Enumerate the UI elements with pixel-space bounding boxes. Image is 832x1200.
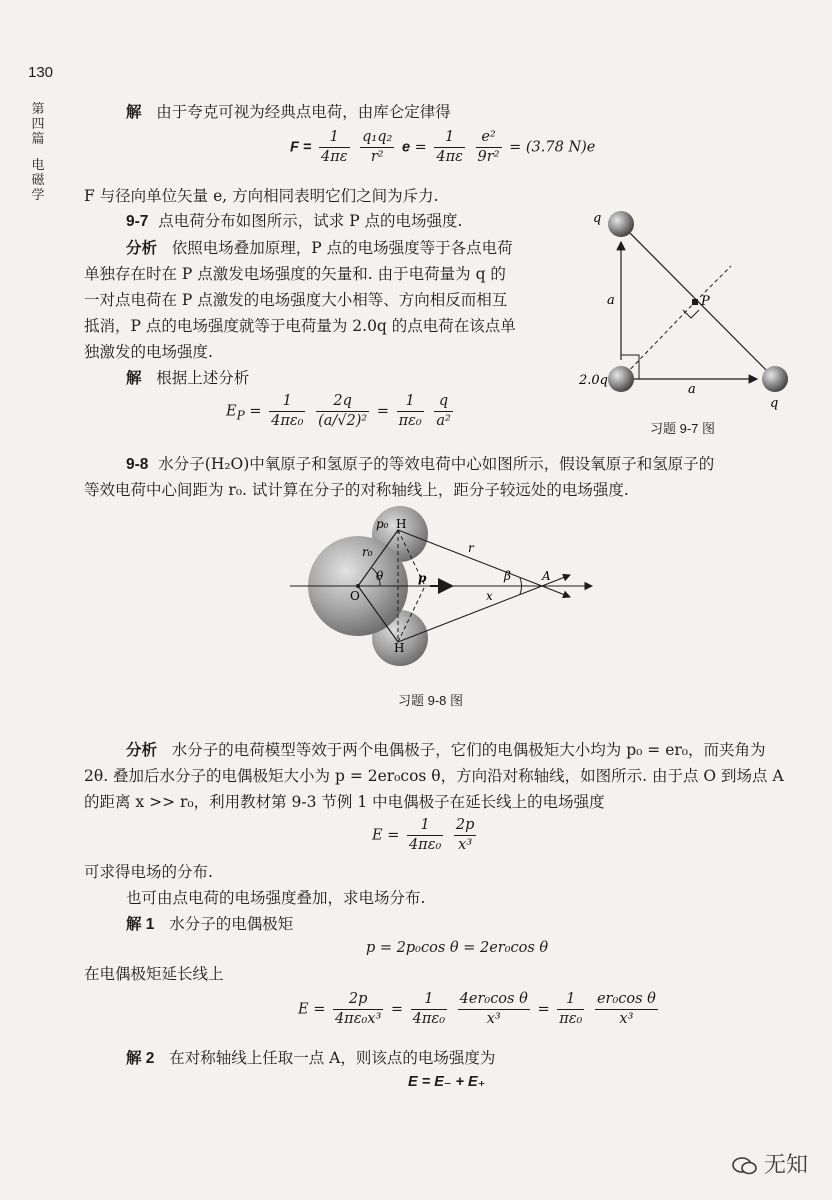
fig98-label-r0: r₀ bbox=[362, 545, 373, 559]
eq5-frac5: $\frac{\text{er₀cos θ}}{\text{x³}}$ bbox=[596, 991, 656, 1027]
fig98-label-O: O bbox=[350, 589, 360, 603]
eq3-frac2: $\frac{2p}{\text{x³}}$ bbox=[455, 817, 475, 853]
figure-9-7 bbox=[579, 200, 815, 420]
analysis-9-8-line-2: 2θ. 叠加后水分子的电偶极矩大小为 p = 2er₀cos θ，方向沿对称轴线，如图所示. 由于点 O 到场点 A bbox=[84, 767, 784, 785]
fig97-label-a-left: a bbox=[607, 293, 615, 308]
fig98-point-O bbox=[356, 584, 360, 588]
fig98-label-theta: θ bbox=[376, 569, 384, 583]
fig97-charge-top bbox=[608, 211, 634, 237]
fig97-dashed-diagonal bbox=[621, 302, 695, 379]
problem-9-7-text: 点电荷分布如图所示，试求 P 点的电场强度. bbox=[158, 212, 463, 230]
eq1-equals: = bbox=[414, 139, 427, 156]
eq2-frac4: $\frac{q}{\text{a²}}$ bbox=[436, 393, 451, 429]
eq2-frac3: $\frac{1}{\text{πε₀}}$ bbox=[398, 393, 422, 429]
alternative-method-statement: 也可由点电荷的电场强度叠加，求电场分布. bbox=[126, 889, 426, 907]
extension-line-statement: 在电偶极矩延长线上 bbox=[84, 965, 224, 983]
solution-1-field-equation: E = $\frac{2p}{\text{4πε₀x³}}$ = $\frac{1}{\text{4πε₀}}$ $\frac{\text{4er₀cos θ}}{\text{x³}}$ = $\frac{1}{\text{πε₀}}$ $\frac{\text{er₀cos θ}}{\text{x³}}$ bbox=[298, 991, 656, 1027]
fig98-label-p0: p₀ bbox=[376, 517, 389, 531]
fig97-label-P: P bbox=[701, 294, 710, 309]
fig98-r-line-bottom bbox=[398, 586, 542, 642]
figure-9-8 bbox=[280, 508, 600, 678]
analysis-9-7-line-3: 一对点电荷在 P 点激发的电场强度大小相等、方向相反而相互 bbox=[84, 291, 508, 309]
analysis-9-7-line-5: 独激发的电场强度. bbox=[84, 343, 213, 361]
fig97-right-angle-mark bbox=[683, 310, 699, 318]
analysis-9-7-line-2: 单独存在时在 P 点激发电场强度的矢量和. 由于电荷量为 q 的 bbox=[84, 265, 506, 283]
problem-9-8-line-1: 9-8 水分子(H₂O)中氧原子和氢原子的等效电荷中心如图所示，假设氧原子和氢原子的 bbox=[126, 455, 715, 473]
fig98-label-A: A bbox=[542, 569, 551, 583]
solution-1: 解 1 水分子的电偶极矩 bbox=[126, 915, 294, 933]
problem-number-9-7: 9-7 bbox=[126, 213, 149, 230]
fig97-charge-right bbox=[762, 366, 788, 392]
repulsion-statement: F 与径向单位矢量 e, 方向相同表明它们之间为斥力. bbox=[84, 187, 439, 205]
eq1-frac3: $\frac{1}{4\pi\varepsilon}$ bbox=[436, 129, 463, 165]
fig97-label-q-top: q bbox=[593, 211, 602, 226]
eq1-lhs: F = bbox=[290, 139, 312, 156]
solution-9-7-label: 解 bbox=[126, 370, 142, 387]
eq5-frac3: $\frac{\text{4er₀cos θ}}{\text{x³}}$ bbox=[459, 991, 528, 1027]
analysis-9-8-line-1: 分析 水分子的电荷模型等效于两个电偶极子，它们的电偶极矩大小均为 p₀ = er₀，而夹角为 bbox=[126, 741, 766, 759]
fig98-label-beta: β bbox=[504, 569, 511, 583]
fig98-label-p: p bbox=[418, 571, 427, 585]
fig98-caption: 习题 9-8 图 bbox=[398, 693, 464, 708]
fig98-label-x: x bbox=[486, 589, 493, 603]
page-number: 130 bbox=[28, 64, 54, 81]
dipole-field-equation: E = $\frac{1}{\text{4πε₀}}$ $\frac{2p}{\text{x³}}$ bbox=[372, 817, 475, 853]
watermark bbox=[732, 1148, 808, 1179]
solution-2-label: 解 2 bbox=[126, 1050, 155, 1067]
fig97-point-P bbox=[692, 299, 698, 305]
problem-number-9-8: 9-8 bbox=[126, 456, 149, 473]
analysis-9-7-line-1: 分析 依照电场叠加原理，P 点的电场强度等于各点电荷 bbox=[126, 239, 513, 257]
eq1-frac4: $\frac{\text{e²}}{\text{9r²}}$ bbox=[477, 129, 500, 165]
fig98-label-H-bottom: H bbox=[394, 641, 405, 655]
analysis-9-8-label: 分析 bbox=[126, 742, 158, 759]
watermark-text: 无知 bbox=[763, 1153, 808, 1178]
side-title-section: 电磁学 bbox=[31, 158, 45, 203]
dipole-moment-equation: p = 2p₀cos θ = 2er₀cos θ bbox=[366, 940, 549, 956]
problem-9-7 bbox=[126, 211, 462, 232]
fig97-label-q-right: q bbox=[770, 396, 779, 411]
solution-text: 由于夸克可视为经典点电荷，由库仑定律得 bbox=[156, 103, 451, 121]
fig97-charge-2q bbox=[608, 366, 634, 392]
solution-9-7: 解 根据上述分析 bbox=[126, 369, 250, 387]
fig98-label-r: r bbox=[468, 541, 474, 555]
solution-2: 解 2 在对称轴线上任取一点 A，则该点的电场强度为 bbox=[126, 1049, 496, 1067]
eq2-frac1: $\frac{1}{\text{4πε₀}}$ bbox=[271, 393, 304, 429]
wechat-icon bbox=[732, 1156, 758, 1176]
fig97-label-2q: 2.0q bbox=[579, 373, 608, 388]
analysis-9-7-line-4: 抵消，P 点的电场强度就等于电荷量为 2.0q 的点电荷在该点单 bbox=[84, 317, 516, 335]
solution-label: 解 bbox=[126, 104, 142, 121]
analysis-9-8-line-3: 的距离 x >> r₀，利用教材第 9-3 节例 1 中电偶极子在延长线上的电场强度 bbox=[84, 793, 605, 811]
eq2-lhs: E bbox=[226, 403, 237, 420]
eq3-frac1: $\frac{1}{\text{4πε₀}}$ bbox=[408, 817, 442, 853]
fig97-caption: 习题 9-7 图 bbox=[650, 421, 716, 436]
fig98-field-arrow-down bbox=[542, 586, 570, 597]
analysis-label: 分析 bbox=[126, 240, 158, 257]
eq1-er: e bbox=[401, 139, 411, 156]
solution-1-label: 解 1 bbox=[126, 916, 155, 933]
eq5-frac4: $\frac{1}{\text{πε₀}}$ bbox=[559, 991, 583, 1027]
fig97-label-a-bottom: a bbox=[688, 382, 696, 397]
eq1-frac2: $\frac{\text{q₁q₂}}{\text{r²}}$ bbox=[362, 129, 393, 165]
eq1-result: = (3.78 N)e bbox=[509, 139, 596, 156]
solution-paragraph bbox=[126, 102, 451, 123]
fig98-label-H-top: H bbox=[396, 517, 407, 531]
coulomb-equation bbox=[290, 128, 595, 167]
eq5-frac1: $\frac{2p}{\text{4πε₀x³}}$ bbox=[334, 991, 382, 1027]
eq5-frac2: $\frac{1}{\text{4πε₀}}$ bbox=[412, 991, 446, 1027]
problem-9-8-line-2: 等效电荷中心间距为 r₀. 试计算在分子的对称轴线上，距分子较远处的电场强度. bbox=[84, 481, 629, 499]
superposition-equation: E = E₋ + E₊ bbox=[408, 1074, 486, 1090]
eq2-frac2: $\frac{2q}{\text{(a/√2)²}}$ bbox=[318, 393, 368, 429]
eq1-frac1: $\frac{1}{4\pi\varepsilon}$ bbox=[320, 129, 348, 165]
field-distribution-statement: 可求得电场的分布. bbox=[84, 863, 213, 881]
side-title-part: 第四篇 bbox=[31, 102, 45, 147]
field-equation-9-7: $E_P$ = $\frac{1}{\text{4πε₀}}$ $\frac{2q}{\text{(a/√2)²}}$ = $\frac{1}{\text{πε₀}}$ $\frac{q}{\text{a²}}$ bbox=[226, 393, 451, 429]
